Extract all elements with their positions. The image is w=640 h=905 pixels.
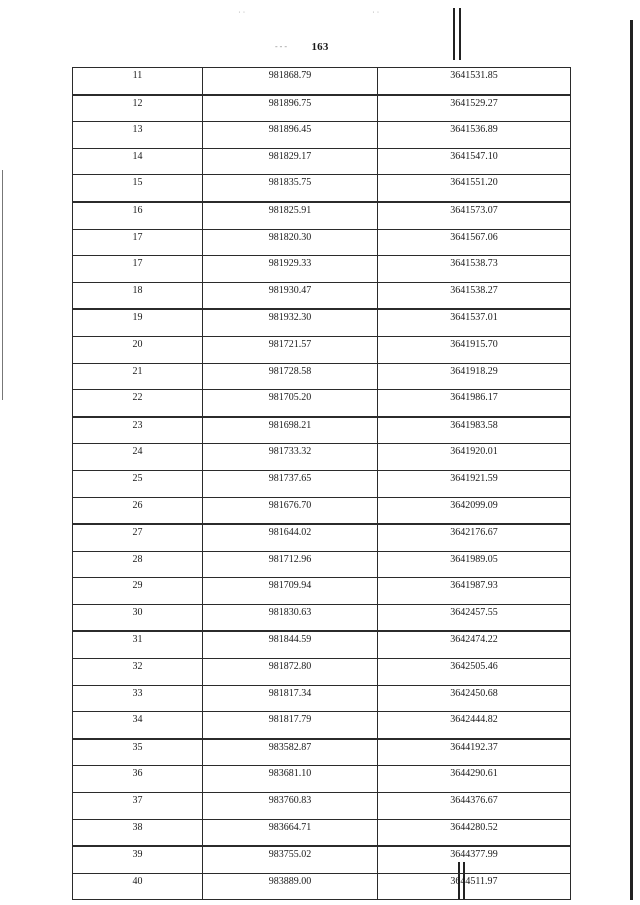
- y-coordinate-cell-text: 3642099.09: [450, 499, 498, 511]
- coordinates-table-body: [73, 68, 571, 900]
- x-coordinate-cell: [203, 229, 378, 256]
- x-coordinate-cell: [203, 417, 378, 444]
- x-coordinate-cell-text: 981830.63: [268, 606, 312, 618]
- point-number-cell: [73, 148, 203, 175]
- coordinates-table: [72, 67, 571, 900]
- table-row: [73, 766, 571, 793]
- y-coordinate-cell: [378, 631, 571, 658]
- y-coordinate-cell-text: 3641529.27: [450, 97, 498, 109]
- point-number-cell: [73, 390, 203, 417]
- y-coordinate-cell: [378, 202, 571, 229]
- y-coordinate-cell-text: 3642176.67: [450, 527, 498, 539]
- table-row: [73, 551, 571, 578]
- x-coordinate-cell-text: 981929.33: [268, 258, 312, 270]
- x-coordinate-cell-text: 981733.32: [268, 446, 312, 458]
- table-row: [73, 659, 571, 686]
- point-number-cell-text: 35: [132, 741, 143, 753]
- point-number-cell-text: 18: [132, 284, 143, 296]
- table-row: [73, 604, 571, 631]
- table-row: [73, 685, 571, 712]
- table-row: [73, 148, 571, 175]
- x-coordinate-cell-text: 981868.79: [268, 70, 312, 81]
- x-coordinate-cell-text: 981644.02: [268, 527, 312, 539]
- x-coordinate-cell: [203, 685, 378, 712]
- x-coordinate-cell-text: 981930.47: [268, 284, 312, 296]
- x-coordinate-cell-text: 981676.70: [268, 499, 312, 511]
- x-coordinate-cell: [203, 282, 378, 309]
- x-coordinate-cell-text: 981721.57: [268, 338, 312, 350]
- y-coordinate-cell: [378, 309, 571, 336]
- point-number-cell-text: 36: [132, 768, 143, 780]
- point-number-cell: [73, 551, 203, 578]
- x-coordinate-cell: [203, 336, 378, 363]
- y-coordinate-cell: [378, 390, 571, 417]
- point-number-cell-text: 17: [132, 231, 143, 243]
- point-number-cell-text: 26: [132, 499, 143, 511]
- y-coordinate-cell: [378, 175, 571, 202]
- x-coordinate-cell: [203, 148, 378, 175]
- point-number-cell: [73, 873, 203, 900]
- point-number-cell: [73, 524, 203, 551]
- point-number-cell: [73, 336, 203, 363]
- table-row: [73, 712, 571, 739]
- table-row: [73, 524, 571, 551]
- x-coordinate-cell-text: 983755.02: [268, 849, 312, 861]
- y-coordinate-cell: [378, 712, 571, 739]
- point-number-cell: [73, 256, 203, 283]
- x-coordinate-cell: [203, 604, 378, 631]
- x-coordinate-cell-text: 981817.79: [268, 714, 312, 726]
- x-coordinate-cell: [203, 68, 378, 95]
- point-number-cell: [73, 122, 203, 149]
- y-coordinate-cell: [378, 551, 571, 578]
- y-coordinate-cell-text: 3644377.99: [450, 849, 498, 861]
- table-row: [73, 229, 571, 256]
- point-number-cell: [73, 444, 203, 471]
- table-row: [73, 444, 571, 471]
- x-coordinate-cell-text: 981705.20: [268, 392, 312, 404]
- point-number-cell: [73, 578, 203, 605]
- point-number-cell-text: 32: [132, 661, 143, 673]
- y-coordinate-cell: [378, 497, 571, 524]
- x-coordinate-cell: [203, 659, 378, 686]
- point-number-cell: [73, 417, 203, 444]
- table-row: [73, 873, 571, 900]
- x-coordinate-cell-text: 981844.59: [268, 634, 312, 646]
- y-coordinate-cell-text: 3641986.17: [450, 392, 498, 404]
- x-coordinate-cell: [203, 497, 378, 524]
- point-number-cell: [73, 470, 203, 497]
- x-coordinate-cell: [203, 202, 378, 229]
- y-coordinate-cell-text: 3644290.61: [450, 768, 498, 780]
- y-coordinate-cell: [378, 282, 571, 309]
- point-number-cell-text: 23: [132, 419, 143, 431]
- x-coordinate-cell-text: 981932.30: [268, 312, 312, 324]
- y-coordinate-cell-text: 3641531.85: [450, 70, 498, 81]
- table-row: [73, 793, 571, 820]
- point-number-cell-text: 11: [132, 70, 143, 81]
- y-coordinate-cell-text: 3644511.97: [450, 875, 498, 887]
- point-number-cell: [73, 309, 203, 336]
- y-coordinate-cell: [378, 256, 571, 283]
- y-coordinate-cell-text: 3642505.46: [450, 661, 498, 673]
- scan-speck: ˙ ˙: [372, 10, 380, 19]
- point-number-cell-text: 25: [132, 472, 143, 484]
- point-number-cell: [73, 631, 203, 658]
- y-coordinate-cell-text: 3641538.27: [450, 284, 498, 296]
- x-coordinate-cell: [203, 122, 378, 149]
- y-coordinate-cell-text: 3641921.59: [450, 472, 498, 484]
- page-number: 163: [311, 41, 329, 53]
- x-coordinate-cell-text: 981737.65: [268, 472, 312, 484]
- x-coordinate-cell: [203, 873, 378, 900]
- point-number-cell-text: 37: [132, 795, 143, 807]
- point-number-cell-text: 22: [132, 392, 143, 404]
- y-coordinate-cell-text: 3641918.29: [450, 365, 498, 377]
- x-coordinate-cell: [203, 175, 378, 202]
- y-coordinate-cell-text: 3644192.37: [450, 741, 498, 753]
- x-coordinate-cell: [203, 256, 378, 283]
- y-coordinate-cell-text: 3641989.05: [450, 553, 498, 565]
- point-number-cell-text: 29: [132, 580, 143, 592]
- point-number-cell-text: 33: [132, 687, 143, 699]
- y-coordinate-cell: [378, 363, 571, 390]
- y-coordinate-cell-text: 3641536.89: [450, 124, 498, 136]
- table-row: [73, 95, 571, 122]
- y-coordinate-cell: [378, 873, 571, 900]
- x-coordinate-cell: [203, 846, 378, 873]
- x-coordinate-cell-text: 981835.75: [268, 177, 312, 189]
- point-number-cell-text: 14: [132, 150, 143, 162]
- point-number-cell: [73, 175, 203, 202]
- table-row: [73, 363, 571, 390]
- point-number-cell: [73, 766, 203, 793]
- y-coordinate-cell-text: 3641538.73: [450, 258, 498, 270]
- scan-left-edge: [2, 170, 3, 400]
- x-coordinate-cell-text: 981817.34: [268, 687, 312, 699]
- y-coordinate-cell-text: 3642450.68: [450, 687, 498, 699]
- table-row: [73, 497, 571, 524]
- table-row: [73, 631, 571, 658]
- point-number-cell-text: 21: [132, 365, 143, 377]
- point-number-cell-text: 30: [132, 606, 143, 618]
- point-number-cell: [73, 282, 203, 309]
- point-number-cell: [73, 739, 203, 766]
- y-coordinate-cell: [378, 659, 571, 686]
- table-row: [73, 256, 571, 283]
- x-coordinate-cell: [203, 363, 378, 390]
- x-coordinate-cell-text: 983889.00: [268, 875, 312, 887]
- table-row: [73, 578, 571, 605]
- y-coordinate-cell: [378, 766, 571, 793]
- table-row: [73, 819, 571, 846]
- x-coordinate-cell: [203, 712, 378, 739]
- x-coordinate-cell-text: 983681.10: [268, 768, 312, 780]
- table-row: [73, 470, 571, 497]
- point-number-cell: [73, 363, 203, 390]
- point-number-cell-text: 28: [132, 553, 143, 565]
- table-row: [73, 336, 571, 363]
- y-coordinate-cell-text: 3644280.52: [450, 821, 498, 833]
- point-number-cell-text: 39: [132, 849, 143, 861]
- y-coordinate-cell: [378, 148, 571, 175]
- point-number-cell: [73, 68, 203, 95]
- point-number-cell: [73, 793, 203, 820]
- y-coordinate-cell-text: 3642444.82: [450, 714, 498, 726]
- x-coordinate-cell: [203, 819, 378, 846]
- point-number-cell-text: 34: [132, 714, 143, 726]
- x-coordinate-cell-text: 981896.75: [268, 97, 312, 109]
- x-coordinate-cell-text: 983582.87: [268, 741, 312, 753]
- x-coordinate-cell-text: 981829.17: [268, 150, 312, 162]
- y-coordinate-cell-text: 3641983.58: [450, 419, 498, 431]
- table-row: [73, 846, 571, 873]
- x-coordinate-cell-text: 981698.21: [268, 419, 312, 431]
- point-number-cell-text: 16: [132, 204, 143, 216]
- x-coordinate-cell-text: 981712.96: [268, 553, 312, 565]
- table-row: [73, 282, 571, 309]
- table-row: [73, 68, 571, 95]
- y-coordinate-cell: [378, 68, 571, 95]
- y-coordinate-cell: [378, 95, 571, 122]
- y-coordinate-cell-text: 3642474.22: [450, 634, 498, 646]
- table-row: [73, 309, 571, 336]
- y-coordinate-cell: [378, 578, 571, 605]
- y-coordinate-cell-text: 3641987.93: [450, 580, 498, 592]
- table-row: [73, 739, 571, 766]
- table-row: [73, 390, 571, 417]
- x-coordinate-cell: [203, 578, 378, 605]
- y-coordinate-cell-text: 3641537.01: [450, 312, 498, 324]
- point-number-cell-text: 38: [132, 821, 143, 833]
- y-coordinate-cell-text: 3641915.70: [450, 338, 498, 350]
- point-number-cell-text: 24: [132, 446, 143, 458]
- scan-right-edge: [630, 20, 633, 900]
- x-coordinate-cell: [203, 739, 378, 766]
- x-coordinate-cell-text: 981709.94: [268, 580, 312, 592]
- x-coordinate-cell-text: 983664.71: [268, 821, 312, 833]
- y-coordinate-cell-text: 3641547.10: [450, 150, 498, 162]
- scan-speck: ‐ ‐ ‐: [275, 42, 287, 51]
- y-coordinate-cell: [378, 470, 571, 497]
- x-coordinate-cell-text: 981728.58: [268, 365, 312, 377]
- y-coordinate-cell: [378, 229, 571, 256]
- y-coordinate-cell: [378, 417, 571, 444]
- x-coordinate-cell: [203, 309, 378, 336]
- y-coordinate-cell-text: 3641567.06: [450, 231, 498, 243]
- y-coordinate-cell: [378, 685, 571, 712]
- y-coordinate-cell-text: 3641551.20: [450, 177, 498, 189]
- y-coordinate-cell: [378, 604, 571, 631]
- point-number-cell-text: 27: [132, 527, 143, 539]
- point-number-cell-text: 19: [132, 312, 143, 324]
- y-coordinate-cell-text: 3641920.01: [450, 446, 498, 458]
- scan-speck: ˙ ˙: [238, 10, 246, 19]
- x-coordinate-cell: [203, 390, 378, 417]
- point-number-cell-text: 31: [132, 634, 143, 646]
- x-coordinate-cell: [203, 631, 378, 658]
- x-coordinate-cell: [203, 470, 378, 497]
- x-coordinate-cell: [203, 95, 378, 122]
- x-coordinate-cell-text: 981896.45: [268, 124, 312, 136]
- x-coordinate-cell: [203, 444, 378, 471]
- x-coordinate-cell: [203, 793, 378, 820]
- point-number-cell: [73, 95, 203, 122]
- y-coordinate-cell: [378, 122, 571, 149]
- point-number-cell: [73, 712, 203, 739]
- table-row: [73, 122, 571, 149]
- y-coordinate-cell: [378, 846, 571, 873]
- y-coordinate-cell: [378, 819, 571, 846]
- point-number-cell-text: 15: [132, 177, 143, 189]
- y-coordinate-cell-text: 3644376.67: [450, 795, 498, 807]
- table-row: [73, 175, 571, 202]
- point-number-cell: [73, 819, 203, 846]
- point-number-cell-text: 20: [132, 338, 143, 350]
- x-coordinate-cell-text: 981820.30: [268, 231, 312, 243]
- x-coordinate-cell-text: 981825.91: [268, 204, 312, 216]
- x-coordinate-cell: [203, 524, 378, 551]
- x-coordinate-cell: [203, 551, 378, 578]
- y-coordinate-cell-text: 3641573.07: [450, 204, 498, 216]
- x-coordinate-cell-text: 983760.83: [268, 795, 312, 807]
- point-number-cell: [73, 685, 203, 712]
- point-number-cell-text: 40: [132, 875, 143, 887]
- y-coordinate-cell: [378, 336, 571, 363]
- table-row: [73, 202, 571, 229]
- point-number-cell: [73, 846, 203, 873]
- point-number-cell: [73, 659, 203, 686]
- point-number-cell-text: 13: [132, 124, 143, 136]
- table-row: [73, 417, 571, 444]
- point-number-cell: [73, 604, 203, 631]
- point-number-cell-text: 17: [132, 258, 143, 270]
- y-coordinate-cell: [378, 524, 571, 551]
- x-coordinate-cell: [203, 766, 378, 793]
- y-coordinate-cell: [378, 444, 571, 471]
- x-coordinate-cell-text: 981872.80: [268, 661, 312, 673]
- y-coordinate-cell: [378, 739, 571, 766]
- point-number-cell-text: 12: [132, 97, 143, 109]
- point-number-cell: [73, 497, 203, 524]
- y-coordinate-cell: [378, 793, 571, 820]
- point-number-cell: [73, 229, 203, 256]
- y-coordinate-cell-text: 3642457.55: [450, 606, 498, 618]
- point-number-cell: [73, 202, 203, 229]
